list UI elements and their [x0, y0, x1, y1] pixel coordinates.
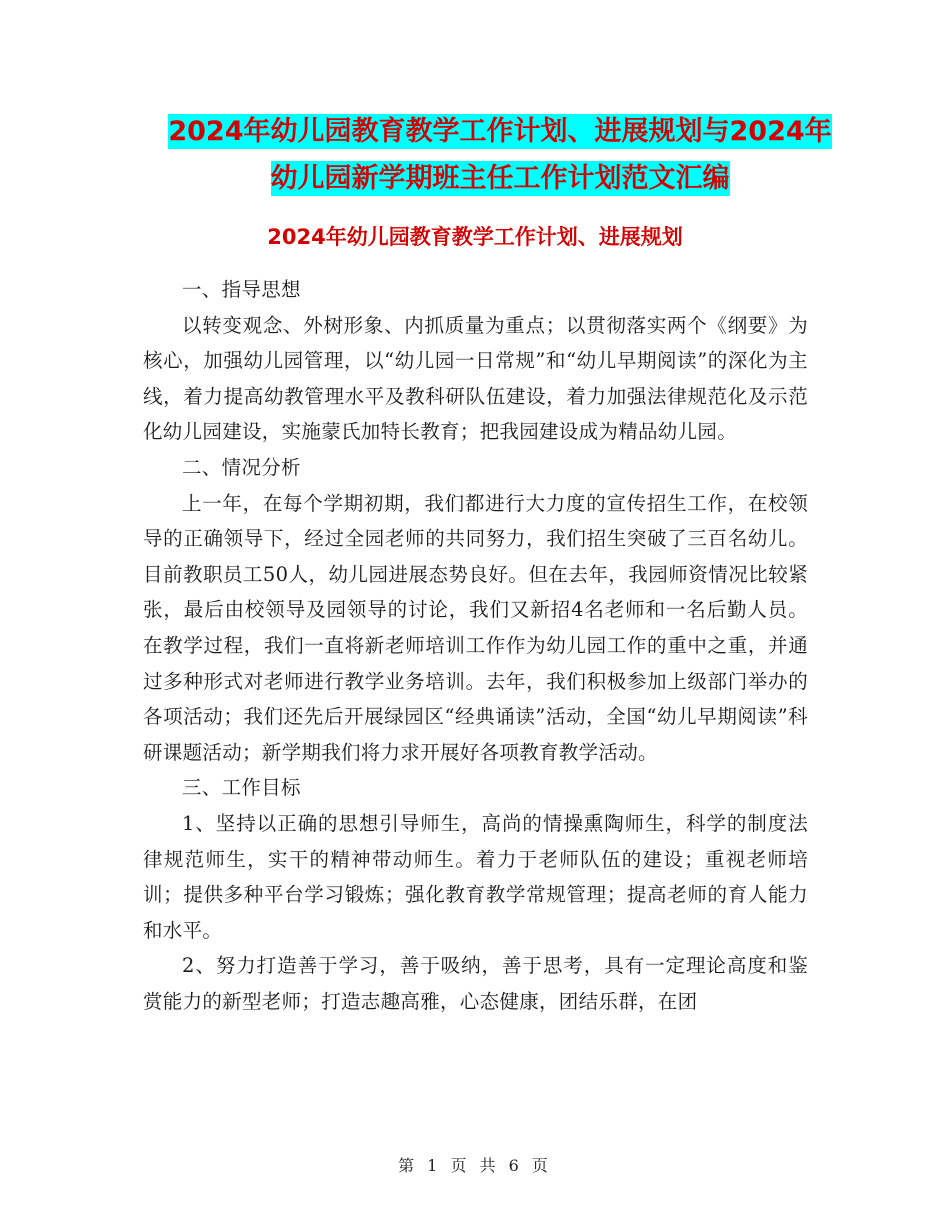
heading-guiding-thought: 一、指导思想: [182, 278, 301, 301]
section-title: 2024年幼儿园教育教学工作计划、进展规划: [267, 225, 683, 249]
document-body: [143, 272, 808, 1019]
document-title: [150, 108, 850, 202]
page-number-footer: 第 1 页 共 6 页: [398, 1156, 552, 1175]
document-title-line-2: 幼儿园新学期班主任工作计划范文汇编: [270, 163, 730, 194]
heading-work-goals: 三、工作目标: [182, 776, 301, 800]
heading-situation-analysis: 二、情况分析: [182, 455, 301, 479]
document-title-line-1: 2024年幼儿园教育教学工作计划、进展规划与2024年: [168, 116, 832, 147]
paragraph: 上一年，在每个学期初期，我们都进行大力度的宣传招生工作，在校领导的正确领导下，经过全园老师的共同努力，我们招生突破了三百名幼儿。目前教职员工50人，幼儿园进展态势良好。但在去年，我园师资情况比较紧张，最后由校领导及园领导的讨论，我们又新招4名老师和一名后勤人员。在教学过程，我们一直将新老师培训工作作为幼儿园工作的重中之重，并通过多种形式对老师进行教学业务培训。去年，我们积极参加上级部门举办的各项活动；我们还先后开展绿园区“经典诵读”活动，全国“幼儿早期阅读”科研课题活动；新学期我们将力求开展好各项教育教学活动。: [143, 491, 808, 764]
paragraph: 2、努力打造善于学习，善于吸纳，善于思考，具有一定理论高度和鉴赏能力的新型老师；打造志趣高雅，心态健康，团结乐群，在团: [143, 954, 808, 1013]
paragraph: 以转变观念、外树形象、内抓质量为重点；以贯彻落实两个《纲要》为核心，加强幼儿园管理，以“幼儿园一日常规”和“幼儿早期阅读”的深化为主线，着力提高幼教管理水平及教科研队伍建设，着力加强法律规范化及示范化幼儿园建设，实施蒙氏加特长教育；把我园建设成为精品幼儿园。: [143, 313, 808, 444]
paragraph: 1、坚持以正确的思想引导师生，高尚的情操熏陶师生，科学的制度法律规范师生，实干的精神带动师生。着力于老师队伍的建设；重视老师培训；提供多种平台学习锻炼；强化教育教学常规管理；提高老师的育人能力和水平。: [143, 811, 808, 942]
